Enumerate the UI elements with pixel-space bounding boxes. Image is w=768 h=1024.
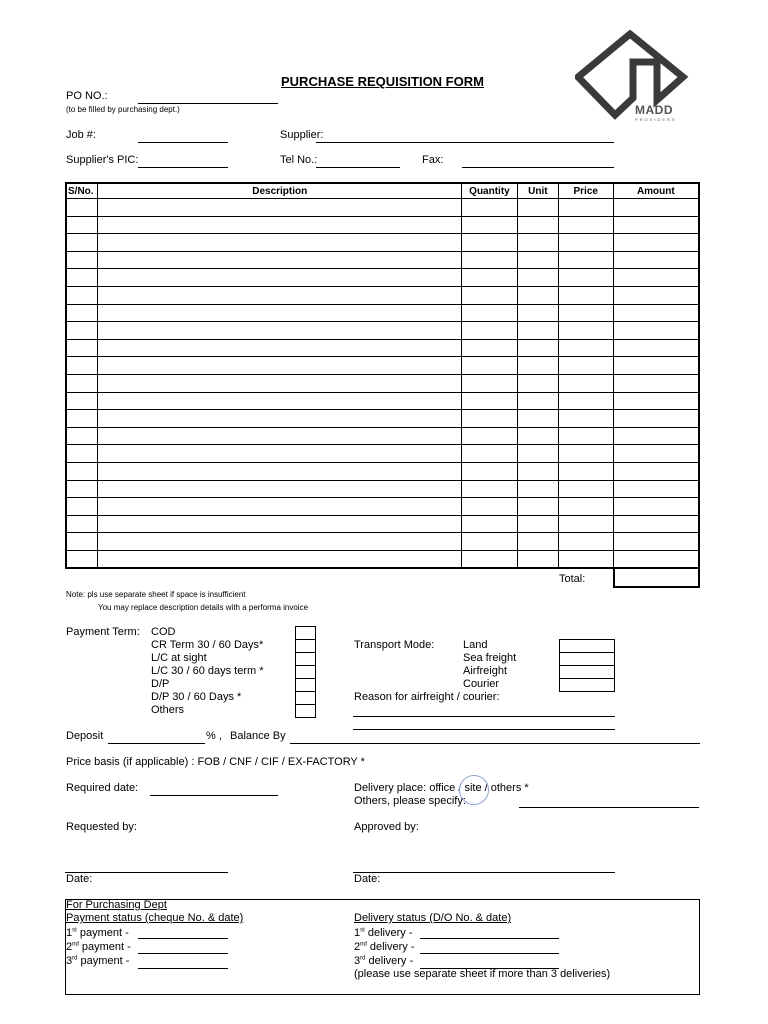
total-label: Total:: [559, 573, 586, 585]
delivery-others-label: Others, please specify:: [354, 795, 466, 807]
cell-sno[interactable]: [66, 445, 98, 463]
cell-amount[interactable]: [613, 480, 699, 498]
cell-price[interactable]: [558, 199, 613, 217]
cell-sno[interactable]: [66, 357, 98, 375]
cell-unit[interactable]: [517, 515, 558, 533]
cell-amount[interactable]: [613, 199, 699, 217]
table-row: [66, 462, 699, 480]
cell-unit[interactable]: [517, 550, 558, 568]
cell-description[interactable]: [98, 533, 462, 551]
cell-price[interactable]: [558, 234, 613, 252]
col-quantity: Quantity: [462, 183, 518, 199]
table-row: [66, 410, 699, 428]
cell-price[interactable]: [558, 322, 613, 340]
cell-quantity[interactable]: [462, 410, 518, 428]
transport-checkbox-sea[interactable]: [559, 652, 615, 666]
cell-amount[interactable]: [613, 374, 699, 392]
cell-description[interactable]: [98, 427, 462, 445]
payment-checkbox-dp-days[interactable]: [295, 691, 316, 705]
delivery-note: (please use separate sheet if more than 3 deliveries): [354, 968, 611, 980]
payment-checkbox-others[interactable]: [295, 704, 316, 718]
delivery-2-sup: nd: [360, 941, 367, 948]
cell-description[interactable]: [98, 199, 462, 217]
cell-sno[interactable]: [66, 251, 98, 269]
cell-price[interactable]: [558, 339, 613, 357]
col-price: Price: [558, 183, 613, 199]
cell-description[interactable]: [98, 216, 462, 234]
approved-date-label: Date:: [354, 873, 381, 885]
company-logo: [575, 30, 690, 125]
cell-quantity[interactable]: [462, 304, 518, 322]
total-field[interactable]: [613, 567, 700, 588]
transport-option-sea: Sea freight: [463, 652, 517, 664]
table-row: [66, 515, 699, 533]
table-row: [66, 550, 699, 568]
table-row: [66, 357, 699, 375]
table-row: [66, 304, 699, 322]
cell-quantity[interactable]: [462, 199, 518, 217]
cell-sno[interactable]: [66, 480, 98, 498]
table-row: [66, 498, 699, 516]
supplier-label: Supplier:: [280, 129, 324, 141]
delivery-place-label: Delivery place: office / site / others *: [354, 782, 529, 794]
reason-field-2[interactable]: [353, 729, 615, 730]
cell-description[interactable]: [98, 480, 462, 498]
cell-sno[interactable]: [66, 199, 98, 217]
cell-description[interactable]: [98, 374, 462, 392]
cell-price[interactable]: [558, 269, 613, 287]
cell-sno[interactable]: [66, 374, 98, 392]
cell-quantity[interactable]: [462, 515, 518, 533]
cell-quantity[interactable]: [462, 498, 518, 516]
table-row: [66, 199, 699, 217]
cell-sno[interactable]: [66, 410, 98, 428]
cell-quantity[interactable]: [462, 357, 518, 375]
deposit-percent: % ,: [206, 730, 222, 742]
col-amount: Amount: [613, 183, 699, 199]
cell-description[interactable]: [98, 445, 462, 463]
cell-sno[interactable]: [66, 533, 98, 551]
cell-quantity[interactable]: [462, 533, 518, 551]
cell-quantity[interactable]: [462, 445, 518, 463]
table-row: [66, 251, 699, 269]
cell-sno[interactable]: [66, 339, 98, 357]
logo-text: MADD: [635, 103, 673, 117]
cell-unit[interactable]: [517, 374, 558, 392]
fax-field[interactable]: [462, 167, 614, 168]
cell-description[interactable]: [98, 515, 462, 533]
transport-checkbox-land[interactable]: [559, 639, 615, 653]
tel-field[interactable]: [316, 167, 400, 168]
table-row: [66, 374, 699, 392]
cell-price[interactable]: [558, 216, 613, 234]
cell-quantity[interactable]: [462, 216, 518, 234]
cell-quantity[interactable]: [462, 251, 518, 269]
payment-checkbox-cr-term[interactable]: [295, 639, 316, 653]
payment-checkbox-lc-sight[interactable]: [295, 652, 316, 666]
cell-amount[interactable]: [613, 515, 699, 533]
deposit-label: Deposit: [66, 730, 104, 742]
table-row: [66, 480, 699, 498]
delivery-1-sup: st: [360, 927, 365, 934]
cell-unit[interactable]: [517, 427, 558, 445]
cell-unit[interactable]: [517, 339, 558, 357]
table-row: [66, 339, 699, 357]
payment-1-num: 1: [66, 927, 73, 939]
payment-option-lc-term: L/C 30 / 60 days term *: [151, 665, 264, 677]
note-line2: You may replace description details with a performa invoice: [98, 603, 309, 612]
cell-amount[interactable]: [613, 339, 699, 357]
cell-quantity[interactable]: [462, 550, 518, 568]
reason-field-1[interactable]: [353, 716, 615, 717]
delivery-3-num: 3: [354, 955, 361, 967]
table-row: [66, 269, 699, 287]
payment-term-label: Payment Term:: [66, 626, 140, 638]
table-row: [66, 533, 699, 551]
cell-unit[interactable]: [517, 392, 558, 410]
cell-description[interactable]: [98, 286, 462, 304]
payment-2-field[interactable]: [138, 953, 228, 954]
cell-description[interactable]: [98, 462, 462, 480]
po-note: (to be filled by purchasing dept.): [66, 105, 180, 114]
cell-sno[interactable]: [66, 462, 98, 480]
cell-unit[interactable]: [517, 533, 558, 551]
cell-amount[interactable]: [613, 427, 699, 445]
cell-sno[interactable]: [66, 216, 98, 234]
cell-amount[interactable]: [613, 357, 699, 375]
cell-price[interactable]: [558, 550, 613, 568]
cell-unit[interactable]: [517, 357, 558, 375]
payment-3-sup: rd: [72, 955, 78, 962]
delivery-3-sup: rd: [360, 955, 366, 962]
payment-option-others: Others: [151, 704, 185, 716]
cell-sno[interactable]: [66, 304, 98, 322]
table-row: [66, 392, 699, 410]
payment-option-cod: COD: [151, 626, 176, 638]
cell-unit[interactable]: [517, 322, 558, 340]
delivery-1-field[interactable]: [420, 938, 559, 939]
note-line1: Note: pls use separate sheet if space is insufficient: [66, 590, 246, 599]
delivery-others-field[interactable]: [519, 807, 699, 808]
tel-label: Tel No.:: [280, 154, 318, 166]
form-title: PURCHASE REQUISITION FORM: [281, 74, 484, 89]
cell-unit[interactable]: [517, 216, 558, 234]
payment-option-cr-term: CR Term 30 / 60 Days*: [151, 639, 264, 651]
cell-sno[interactable]: [66, 322, 98, 340]
cell-amount[interactable]: [613, 304, 699, 322]
transport-option-courier: Courier: [463, 678, 500, 690]
cell-amount[interactable]: [613, 445, 699, 463]
cell-sno[interactable]: [66, 550, 98, 568]
cell-unit[interactable]: [517, 410, 558, 428]
cell-amount[interactable]: [613, 322, 699, 340]
payment-1-sup: st: [72, 927, 77, 934]
cell-price[interactable]: [558, 515, 613, 533]
cell-amount[interactable]: [613, 251, 699, 269]
cell-quantity[interactable]: [462, 462, 518, 480]
cell-price[interactable]: [558, 392, 613, 410]
cell-description[interactable]: [98, 410, 462, 428]
cell-price[interactable]: [558, 410, 613, 428]
cell-description[interactable]: [98, 234, 462, 252]
cell-sno[interactable]: [66, 427, 98, 445]
payment-1-field[interactable]: [138, 938, 228, 939]
delivery-2-text: delivery -: [366, 941, 415, 953]
po-field[interactable]: [138, 103, 278, 104]
table-row: [66, 216, 699, 234]
payment-option-dp: D/P: [151, 678, 170, 690]
delivery-3-label: [354, 955, 413, 967]
table-row: [66, 427, 699, 445]
payment-status-label: Payment status (cheque No. & date): [66, 912, 244, 924]
cell-price[interactable]: [558, 357, 613, 375]
fax-label: Fax:: [422, 154, 444, 166]
required-date-label: Required date:: [66, 782, 139, 794]
cell-unit[interactable]: [517, 498, 558, 516]
col-unit: Unit: [517, 183, 558, 199]
transport-mode-label: Transport Mode:: [354, 639, 435, 651]
col-description: Description: [98, 183, 462, 199]
supplier-field[interactable]: [316, 142, 614, 143]
payment-3-num: 3: [66, 955, 73, 967]
cell-quantity[interactable]: [462, 286, 518, 304]
payment-2-num: 2: [66, 941, 73, 953]
payment-2-sup: nd: [72, 941, 79, 948]
cell-unit[interactable]: [517, 199, 558, 217]
cell-unit[interactable]: [517, 269, 558, 287]
approved-by-label: Approved by:: [354, 821, 419, 833]
cell-sno[interactable]: [66, 234, 98, 252]
transport-checkbox-air[interactable]: [559, 665, 615, 679]
cell-amount[interactable]: [613, 462, 699, 480]
cell-unit[interactable]: [517, 480, 558, 498]
po-label: PO NO.:: [66, 90, 108, 102]
delivery-2-field[interactable]: [420, 953, 559, 954]
cell-amount[interactable]: [613, 392, 699, 410]
cell-description[interactable]: [98, 322, 462, 340]
cell-quantity[interactable]: [462, 480, 518, 498]
payment-1-text: payment -: [76, 927, 129, 939]
payment-3-text: payment -: [77, 955, 130, 967]
cell-description[interactable]: [98, 392, 462, 410]
delivery-3-text: delivery -: [365, 955, 414, 967]
payment-checkbox-dp[interactable]: [295, 678, 316, 692]
cell-price[interactable]: [558, 427, 613, 445]
delivery-1-label: [354, 927, 412, 939]
table-header-row: [66, 183, 699, 199]
job-label: Job #:: [66, 129, 96, 141]
purchasing-dept-title: For Purchasing Dept: [66, 899, 167, 911]
cell-quantity[interactable]: [462, 392, 518, 410]
supplier-pic-label: Supplier's PIC:: [66, 154, 139, 166]
payment-1-label: [66, 927, 129, 939]
payment-checkbox-lc-term[interactable]: [295, 665, 316, 679]
table-row: [66, 234, 699, 252]
logo-subtext: PROVIDERS: [635, 117, 677, 122]
cell-unit[interactable]: [517, 304, 558, 322]
cell-amount[interactable]: [613, 216, 699, 234]
cell-description[interactable]: [98, 304, 462, 322]
payment-option-lc-sight: L/C at sight: [151, 652, 207, 664]
cell-description[interactable]: [98, 357, 462, 375]
price-basis: Price basis (if applicable) : FOB / CNF / CIF / EX-FACTORY *: [66, 756, 365, 768]
cell-unit[interactable]: [517, 234, 558, 252]
cell-price[interactable]: [558, 445, 613, 463]
payment-option-dp-days: D/P 30 / 60 Days *: [151, 691, 242, 703]
cell-unit[interactable]: [517, 445, 558, 463]
cell-sno[interactable]: [66, 269, 98, 287]
payment-checkbox-cod[interactable]: [295, 626, 316, 640]
approved-by-signature[interactable]: [353, 872, 615, 873]
supplier-pic-field[interactable]: [138, 167, 228, 168]
job-field[interactable]: [138, 142, 228, 143]
deposit-field[interactable]: [108, 743, 205, 744]
delivery-1-text: delivery -: [364, 927, 413, 939]
required-date-field[interactable]: [150, 795, 278, 796]
cell-sno[interactable]: [66, 515, 98, 533]
cell-amount[interactable]: [613, 533, 699, 551]
cell-amount[interactable]: [613, 286, 699, 304]
transport-checkbox-courier[interactable]: [559, 678, 615, 692]
cell-quantity[interactable]: [462, 234, 518, 252]
cell-quantity[interactable]: [462, 339, 518, 357]
cell-unit[interactable]: [517, 251, 558, 269]
cell-price[interactable]: [558, 498, 613, 516]
cell-sno[interactable]: [66, 392, 98, 410]
delivery-2-num: 2: [354, 941, 361, 953]
col-sno: S/No.: [66, 183, 98, 199]
requested-by-label: Requested by:: [66, 821, 137, 833]
cell-amount[interactable]: [613, 269, 699, 287]
cell-quantity[interactable]: [462, 374, 518, 392]
cell-price[interactable]: [558, 286, 613, 304]
reason-label: Reason for airfreight / courier:: [354, 691, 500, 703]
requested-date-label: Date:: [66, 873, 93, 885]
cell-quantity[interactable]: [462, 322, 518, 340]
table-row: [66, 286, 699, 304]
cell-price[interactable]: [558, 462, 613, 480]
payment-3-field[interactable]: [138, 968, 228, 969]
table-row: [66, 445, 699, 463]
cell-quantity[interactable]: [462, 269, 518, 287]
cell-amount[interactable]: [613, 410, 699, 428]
cell-description[interactable]: [98, 251, 462, 269]
cell-price[interactable]: [558, 251, 613, 269]
cell-unit[interactable]: [517, 286, 558, 304]
cell-unit[interactable]: [517, 462, 558, 480]
items-table: [65, 182, 700, 569]
cell-price[interactable]: [558, 533, 613, 551]
transport-option-air: Airfreight: [463, 665, 508, 677]
cell-price[interactable]: [558, 304, 613, 322]
delivery-1-num: 1: [354, 927, 361, 939]
payment-2-text: payment -: [78, 941, 131, 953]
cell-description[interactable]: [98, 550, 462, 568]
cell-price[interactable]: [558, 374, 613, 392]
cell-quantity[interactable]: [462, 427, 518, 445]
payment-3-label: [66, 955, 129, 967]
delivery-2-label: [354, 941, 415, 953]
transport-option-land: Land: [463, 639, 488, 651]
table-row: [66, 322, 699, 340]
cell-sno[interactable]: [66, 498, 98, 516]
balance-label: Balance By: [230, 730, 286, 742]
cell-price[interactable]: [558, 480, 613, 498]
cell-description[interactable]: [98, 339, 462, 357]
cell-amount[interactable]: [613, 234, 699, 252]
delivery-status-label: Delivery status (D/O No. & date): [354, 912, 512, 924]
payment-2-label: [66, 941, 131, 953]
cell-amount[interactable]: [613, 498, 699, 516]
cell-description[interactable]: [98, 498, 462, 516]
cell-amount[interactable]: [613, 550, 699, 568]
cell-description[interactable]: [98, 269, 462, 287]
balance-field[interactable]: [290, 743, 700, 744]
cell-sno[interactable]: [66, 286, 98, 304]
